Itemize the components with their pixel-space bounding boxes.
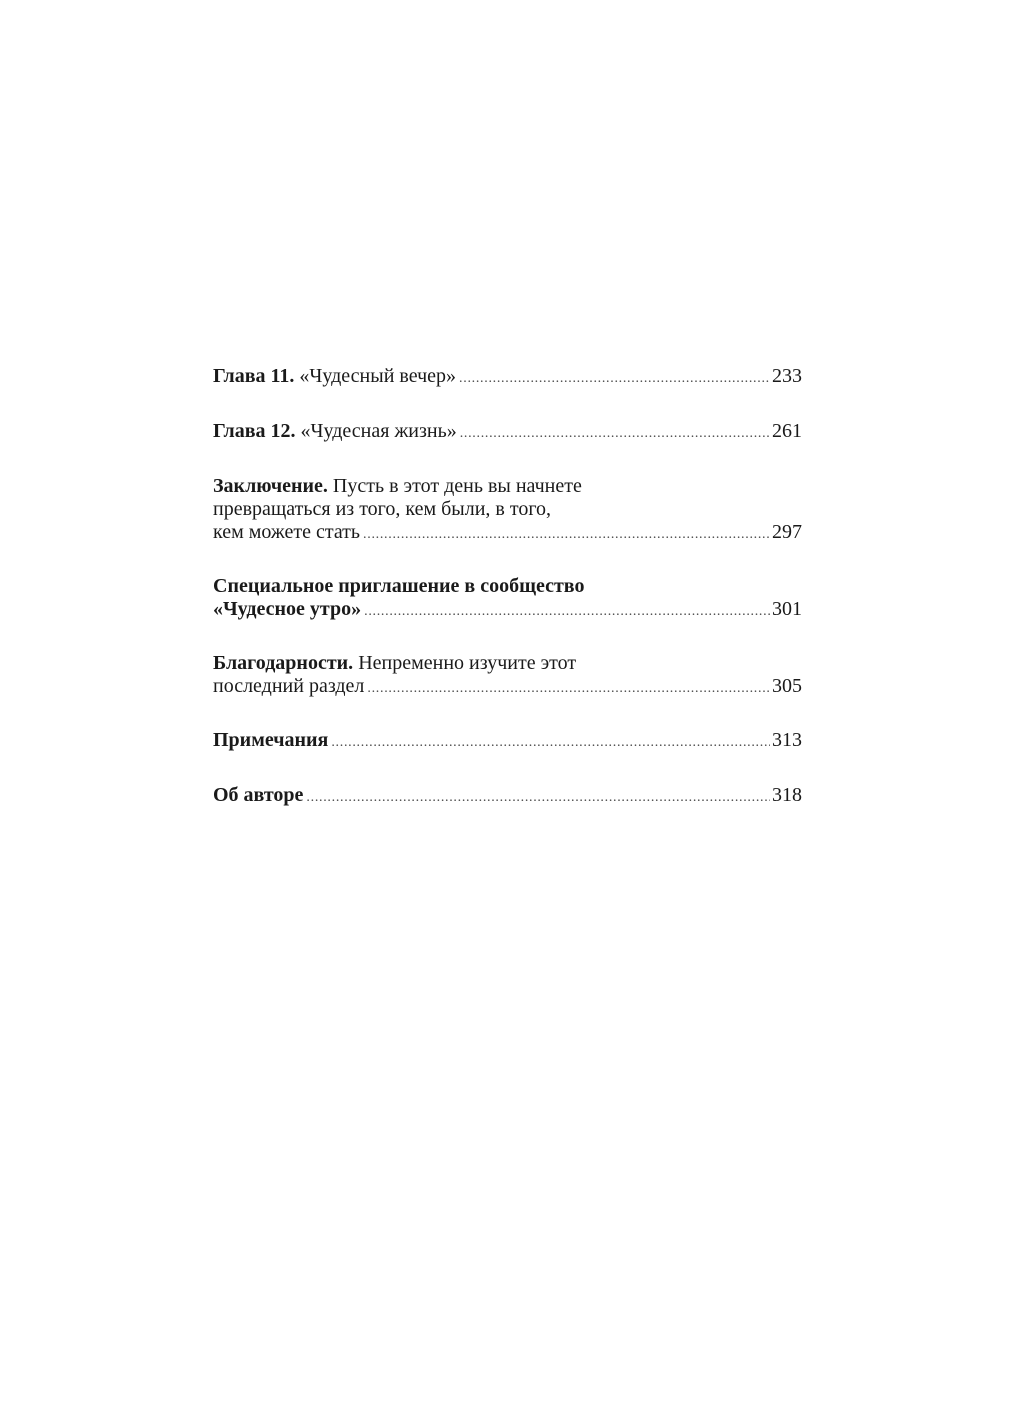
dot-leader — [367, 677, 770, 700]
toc-entry-title — [213, 365, 456, 388]
toc-entry-label: «Чудесное утро» — [213, 598, 362, 620]
toc-entry-label: Об авторе — [213, 784, 304, 806]
toc-page-number: 261 — [772, 420, 802, 442]
dot-leader — [363, 523, 770, 546]
toc-entry-text: «Чудесный вечер» — [294, 365, 457, 387]
dot-leader — [364, 600, 770, 623]
toc-page-number: 301 — [772, 598, 802, 620]
dot-leader — [331, 731, 770, 754]
toc-entry-line — [213, 652, 802, 675]
toc-entry-text: последний раздел — [213, 675, 365, 697]
toc-entry-line — [213, 521, 802, 546]
toc-entry-line — [213, 598, 802, 623]
table-of-contents — [213, 365, 802, 809]
toc-page-number: 297 — [772, 521, 802, 543]
toc-entry-notes[interactable] — [213, 729, 802, 754]
toc-entry-line: превращаться из того, кем были, в того, — [213, 498, 552, 520]
toc-page-number: 318 — [772, 784, 802, 806]
toc-entry-title — [213, 420, 457, 443]
toc-entry-text: кем можете стать — [213, 521, 361, 543]
toc-entry-label: Глава 11. — [213, 365, 295, 387]
dot-leader — [460, 422, 770, 445]
toc-entry-text: Пусть в этот день вы начнете — [327, 475, 582, 497]
toc-entry-text: «Чудесная жизнь» — [295, 420, 457, 442]
toc-entry-acknowledgements[interactable] — [213, 652, 802, 700]
toc-entry-line — [213, 729, 802, 754]
toc-entry-label: Заключение. — [213, 475, 328, 497]
toc-entry-line — [213, 365, 802, 390]
toc-entry-line — [213, 675, 802, 700]
toc-entry-line — [213, 475, 802, 498]
toc-page-number: 233 — [772, 365, 802, 387]
dot-leader — [306, 786, 770, 809]
toc-page-number: 313 — [772, 729, 802, 751]
toc-entry-about-author[interactable] — [213, 784, 802, 809]
toc-entry-chapter-11[interactable] — [213, 365, 802, 390]
toc-entry-label: Благодарности. — [213, 652, 354, 674]
toc-entry-line — [213, 420, 802, 445]
toc-entry-conclusion[interactable] — [213, 475, 802, 546]
toc-entry-special-invitation[interactable] — [213, 575, 802, 623]
dot-leader — [459, 367, 770, 390]
toc-entry-line — [213, 784, 802, 809]
toc-entry-label: Глава 12. — [213, 420, 296, 442]
toc-entry-chapter-12[interactable] — [213, 420, 802, 445]
toc-entry-label: Специальное приглашение в сообщество — [213, 575, 585, 597]
toc-page-number: 305 — [772, 675, 802, 697]
toc-entry-text: Непременно изучите этот — [353, 652, 577, 674]
toc-entry-label: Примечания — [213, 729, 329, 751]
